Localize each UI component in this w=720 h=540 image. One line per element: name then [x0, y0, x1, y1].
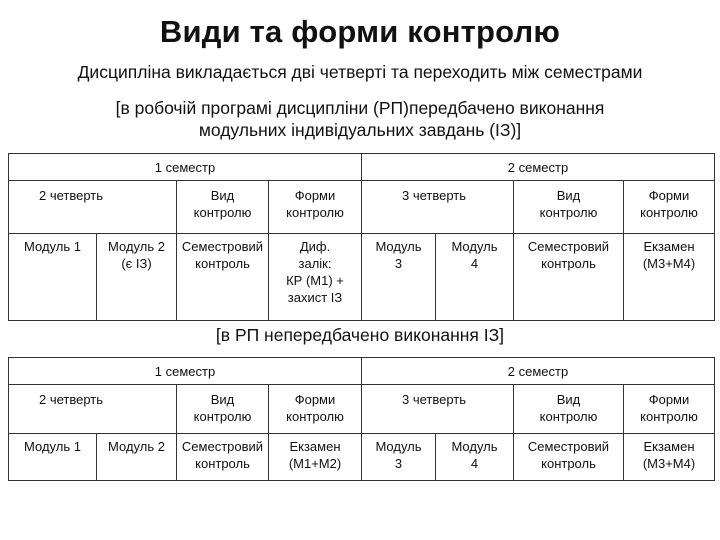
module-2-cell: Модуль 2 (є ІЗ) — [97, 234, 177, 321]
control-type-header-1: Вид контролю — [177, 385, 269, 434]
rp-note-with-iz — [0, 97, 720, 141]
quarter-2-header: 2 четверть — [9, 385, 177, 434]
control-form-cell-1: Екзамен (М1+М2) — [269, 434, 362, 481]
semester-2-header: 2 семестр — [362, 154, 715, 181]
slide-title: Види та форми контролю — [159, 14, 561, 49]
semester-control-cell-1: Семестровий контроль — [177, 434, 269, 481]
module-2-cell: Модуль 2 — [97, 434, 177, 481]
semester-control-cell-2: Семестровий контроль — [514, 234, 624, 321]
rp-note-line-1: [в робочій програмі дисципліни (РП)передбачено виконання — [115, 98, 605, 118]
module-3-cell: Модуль 3 — [362, 234, 436, 321]
rp-note-without-iz: [в РП непередбачено виконання ІЗ] — [215, 325, 505, 345]
rp-note-line-2: модульних індивідуальних завдань (ІЗ)] — [198, 120, 522, 140]
quarter-2-header: 2 четверть — [9, 181, 177, 234]
module-1-cell: Модуль 1 — [9, 434, 97, 481]
module-3-cell: Модуль 3 — [362, 434, 436, 481]
control-type-header-2: Вид контролю — [514, 385, 624, 434]
module-4-cell: Модуль 4 — [436, 234, 514, 321]
semester-control-cell-1: Семестровий контроль — [177, 234, 269, 321]
control-forms-header-2: Форми контролю — [624, 181, 715, 234]
semester-1-header: 1 семестр — [9, 154, 362, 181]
control-form-cell-1: Диф. залік: КР (М1) + захист ІЗ — [269, 234, 362, 321]
quarter-3-header: 3 четверть — [362, 181, 514, 234]
semester-2-header: 2 семестр — [362, 358, 715, 385]
control-table-without-iz — [8, 357, 715, 481]
control-form-cell-2: Екзамен (М3+М4) — [624, 434, 715, 481]
semester-1-header: 1 семестр — [9, 358, 362, 385]
control-table-with-iz — [8, 153, 715, 321]
module-4-cell: Модуль 4 — [436, 434, 514, 481]
control-forms-header-2: Форми контролю — [624, 385, 715, 434]
control-type-header-1: Вид контролю — [177, 181, 269, 234]
control-forms-header-1: Форми контролю — [269, 385, 362, 434]
control-forms-header-1: Форми контролю — [269, 181, 362, 234]
control-form-cell-2: Екзамен (М3+М4) — [624, 234, 715, 321]
semester-control-cell-2: Семестровий контроль — [514, 434, 624, 481]
slide-subtitle: Дисципліна викладається дві четверті та переходить між семестрами — [77, 62, 643, 82]
module-1-cell: Модуль 1 — [9, 234, 97, 321]
control-type-header-2: Вид контролю — [514, 181, 624, 234]
quarter-3-header: 3 четверть — [362, 385, 514, 434]
